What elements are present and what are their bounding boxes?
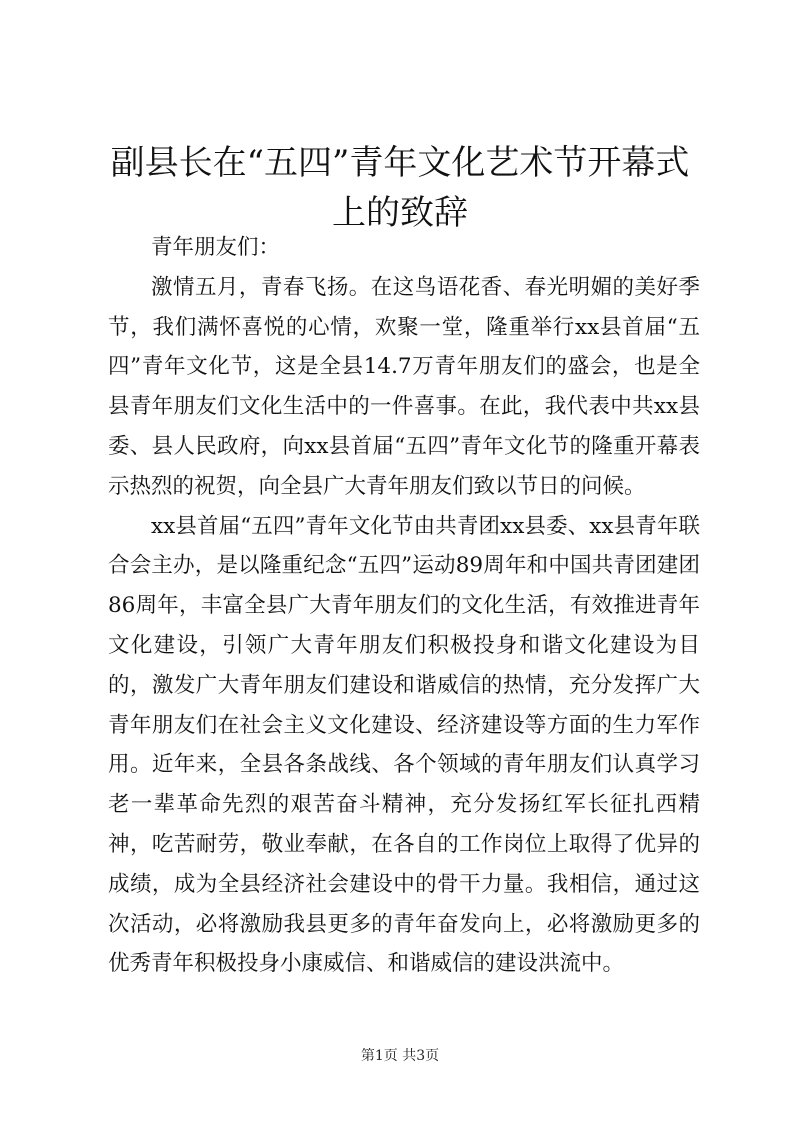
document-body	[108, 228, 700, 984]
page-number-footer: 第1页 共3页	[360, 1048, 440, 1064]
document-title: 副县长在“五四”青年文化艺术节开幕式上的致辞	[110, 143, 690, 233]
body-paragraph-2: xx县首届“五四”青年文化节由共青团xx县委、xx县青年联合会主办，是以隆重纪念“五四”运动89周年和中国共青团建团86周年，丰富全县广大青年朋友们的文化生活，有效推进青年文化建设，引领广大青年朋友们积极投身和谐文化建设为目的，激发广大青年朋友们建设和谐威信的热情，充分发挥广大青年朋友们在社会主义文化建设、经济建设等方面的生力军作用。近年来，全县各条战线、各个领域的青年朋友们认真学习老一辈革命先烈的艰苦奋斗精神，充分发扬红军长征扎西精神，吃苦耐劳，敬业奉献，在各自的工作岗位上取得了优异的成绩，成为全县经济社会建设中的骨干力量。我相信，通过这次活动，必将激励我县更多的青年奋发向上，必将激励更多的优秀青年积极投身小康威信、和谐威信的建设洪流中。	[108, 513, 700, 977]
salutation-paragraph: 青年朋友们：	[151, 235, 281, 260]
body-paragraph-1: 激情五月，青春飞扬。在这鸟语花香、春光明媚的美好季节，我们满怀喜悦的心情，欢聚一堂，隆重举行xx县首届“五四”青年文化节，这是全县14.7万青年朋友们的盛会，也是全县青年朋友们文化生活中的一件喜事。在此，我代表中共xx县委、县人民政府，向xx县首届“五四”青年文化节的隆重开幕表示热烈的祝贺，向全县广大青年朋友们致以节日的问候。	[108, 274, 700, 499]
